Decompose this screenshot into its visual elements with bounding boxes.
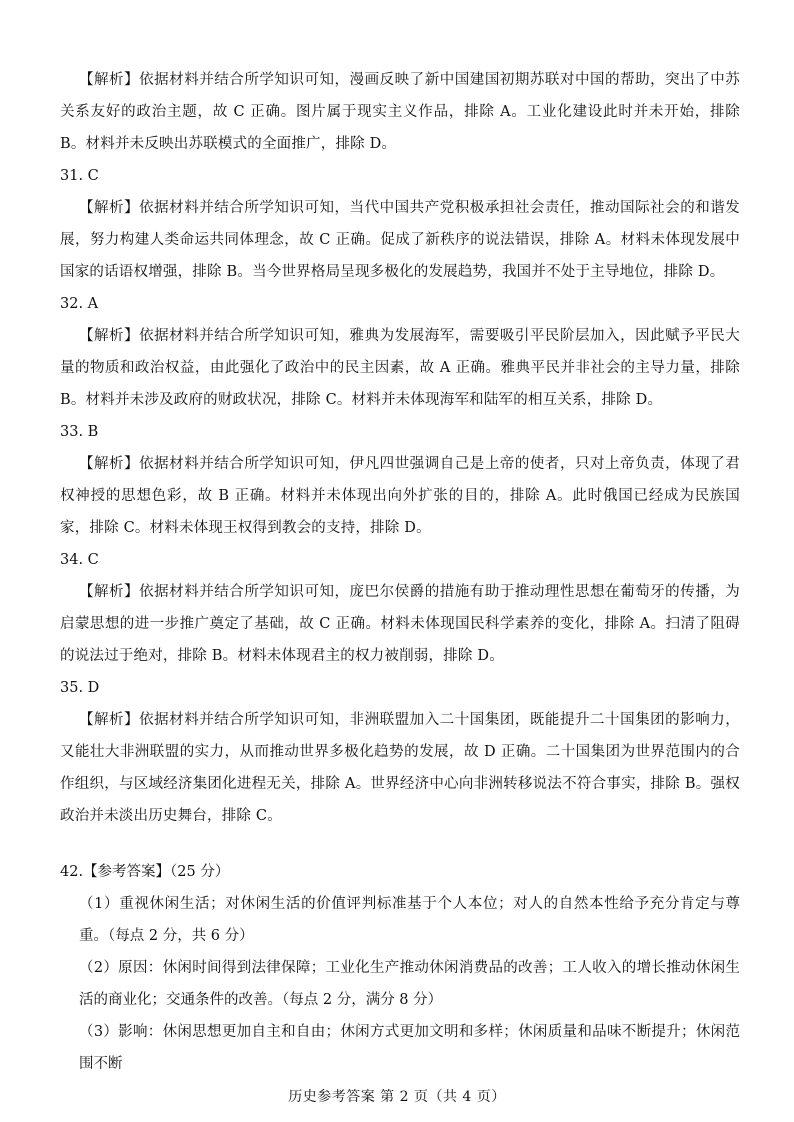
question-31-analysis: 【解析】依据材料并结合所学知识可知，当代中国共产党积极承担社会责任，推动国际社会的和谐发展，努力构建人类命运共同体理念，故 C 正确。促成了新秩序的说法错误，排除 A。材料未体现发展中国家的话语权增强，排除 B。当今世界格局呈现多极化的发展趋势，我国并不处于主导地位，排除 D。 <box>60 200 740 280</box>
question-34-answer: 34. C <box>60 552 99 568</box>
question-34-analysis: 【解析】依据材料并结合所学知识可知，庞巴尔侯爵的措施有助于推动理性思想在葡萄牙的传播，为启蒙思想的进一步推广奠定了基础，故 C 正确。材料未体现国民科学素养的变化，排除 A。扫清了阻碍的说法过于绝对，排除 B。材料未体现君主的权力被削弱，排除 D。 <box>60 584 740 664</box>
intro-analysis: 【解析】依据材料并结合所学知识可知，漫画反映了新中国建国初期苏联对中国的帮助，突出了中苏关系友好的政治主题，故 C 正确。图片属于现实主义作品，排除 A。工业化建设此时并未开始，排除 B。材料并未反映出苏联模式的全面推广，排除 D。 <box>60 72 740 152</box>
question-33-answer: 33. B <box>60 424 99 440</box>
question-33-analysis: 【解析】依据材料并结合所学知识可知，伊凡四世强调自己是上帝的使者，只对上帝负责，体现了君权神授的思想色彩，故 B 正确。材料并未体现出向外扩张的目的，排除 A。此时俄国已经成为民族国家，排除 C。材料未体现王权得到教会的支持，排除 D。 <box>60 456 740 536</box>
page-footer: 历史参考答案 第 2 页（共 4 页） <box>288 1089 506 1105</box>
question-32-analysis: 【解析】依据材料并结合所学知识可知，雅典为发展海军，需要吸引平民阶层加入，因此赋予平民大量的物质和政治权益，由此强化了政治中的民主因素，故 A 正确。雅典平民并非社会的主导力量，排除 B。材料并未涉及政府的财政状况，排除 C。材料并未体现海军和陆军的相互关系，排除 D。 <box>60 328 740 408</box>
question-42-header: 42.【参考答案】（25 分） <box>60 864 230 880</box>
question-42-part-1: （1）重视休闲生活；对休闲生活的价值评判标准基于个人本位；对人的自然本性给予充分肯定与尊重。（每点 2 分，共 6 分） <box>79 896 740 944</box>
question-31-answer: 31. C <box>60 168 99 184</box>
question-32-answer: 32. A <box>60 296 99 312</box>
section-spacer <box>60 832 740 856</box>
question-42-part-2: （2）原因：休闲时间得到法律保障；工业化生产推动休闲消费品的改善；工人收入的增长推动休闲生活的商业化；交通条件的改善。（每点 2 分，满分 8 分） <box>79 960 740 1008</box>
answer-content <box>60 64 740 1080</box>
question-35-analysis: 【解析】依据材料并结合所学知识可知，非洲联盟加入二十国集团，既能提升二十国集团的影响力，又能壮大非洲联盟的实力，从而推动世界多极化趋势的发展，故 D 正确。二十国集团为世界范围内的合作组织，与区域经济集团化进程无关，排除 A。世界经济中心向非洲转移说法不符合事实，排除 B。强权政治并未淡出历史舞台，排除 C。 <box>60 712 740 824</box>
question-42-part-3: （3）影响：休闲思想更加自主和自由；休闲方式更加文明和多样；休闲质量和品味不断提升；休闲范围不断 <box>79 1024 740 1072</box>
question-35-answer: 35. D <box>60 680 100 696</box>
